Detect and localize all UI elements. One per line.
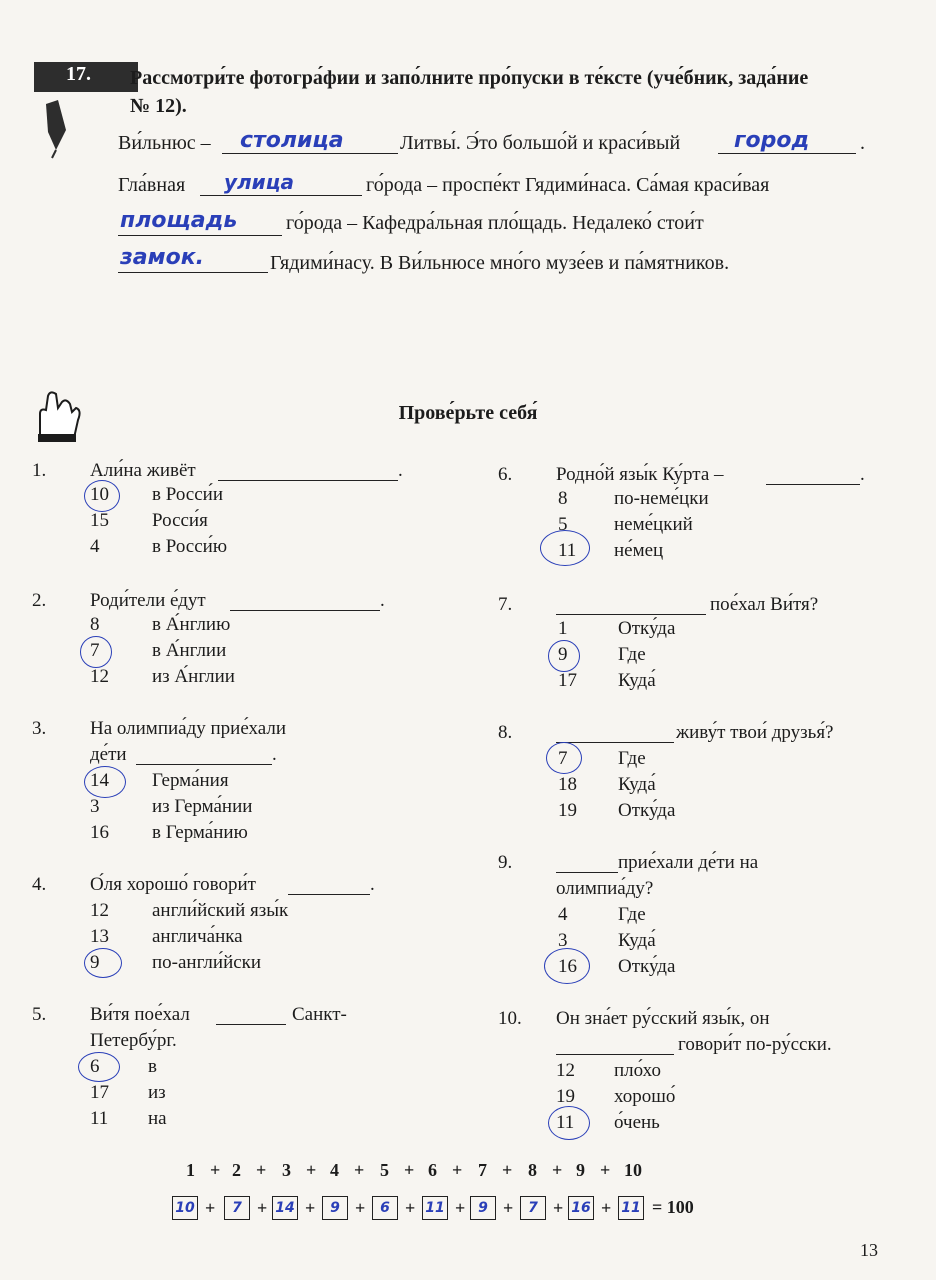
question-5-blank bbox=[216, 1024, 286, 1025]
question-8-text: живу́т твои́ друзья́? bbox=[676, 722, 834, 743]
question-3-text: На олимпиа́ду прие́хали bbox=[90, 718, 287, 739]
option-number: 11 bbox=[558, 540, 577, 561]
option-text: Отку́да bbox=[618, 800, 676, 821]
sum-label: 10 bbox=[624, 1160, 642, 1180]
option-text: Где bbox=[618, 904, 646, 925]
question-10-blank bbox=[556, 1054, 674, 1055]
question-7-blank bbox=[556, 614, 706, 615]
question-3-blank bbox=[136, 764, 272, 765]
option-number: 1 bbox=[558, 618, 568, 639]
answer-box bbox=[272, 1196, 298, 1220]
sum-label: 8 bbox=[528, 1160, 537, 1180]
option-text: Куда́ bbox=[618, 670, 656, 691]
text-line-1-post: Литвы́. Э́то большо́й и краси́вый bbox=[400, 132, 681, 154]
handwritten-answer-2: город bbox=[734, 128, 810, 153]
question-5-number: 5. bbox=[32, 1004, 47, 1025]
question-7-text: пое́хал Ви́тя? bbox=[710, 594, 819, 615]
question-3-after: . bbox=[272, 744, 277, 765]
option-number: 7 bbox=[90, 640, 100, 661]
question-6-after: . bbox=[860, 464, 865, 485]
plus-sign: + bbox=[601, 1198, 612, 1218]
question-6-number: 6. bbox=[498, 464, 513, 485]
answer-circle bbox=[80, 636, 112, 668]
sum-label: 2 bbox=[232, 1160, 241, 1180]
blank-2 bbox=[718, 153, 856, 154]
option-text: в А́нглию bbox=[152, 614, 231, 635]
option-number: 9 bbox=[90, 952, 100, 973]
option-number: 8 bbox=[558, 488, 568, 509]
option-text: Герма́ния bbox=[152, 770, 229, 791]
question-1-after: . bbox=[398, 460, 403, 481]
option-number: 12 bbox=[556, 1060, 575, 1081]
plus-sign: + bbox=[404, 1160, 415, 1180]
option-number: 16 bbox=[90, 822, 109, 843]
option-text: из bbox=[148, 1082, 166, 1103]
plus-sign: + bbox=[210, 1160, 221, 1180]
plus-sign: + bbox=[257, 1198, 268, 1218]
text-line-3-post: го́рода – Кафедра́льная пло́щадь. Недалеко́ стои́т bbox=[286, 212, 704, 234]
answer-circle bbox=[546, 742, 582, 774]
text-line-4-post: Гядими́насу. В Ви́льнюсе мно́го музе́ев и па́мятников. bbox=[270, 252, 730, 274]
answer-box bbox=[372, 1196, 398, 1220]
question-5-text-2: Петербу́рг. bbox=[90, 1030, 177, 1051]
question-2-text: Роди́тели е́дут bbox=[90, 590, 206, 611]
plus-sign: + bbox=[306, 1160, 317, 1180]
option-number: 17 bbox=[558, 670, 577, 691]
question-4-after: . bbox=[370, 874, 375, 895]
option-number: 12 bbox=[90, 900, 109, 921]
question-5-text-mid: Санкт- bbox=[292, 1004, 347, 1025]
option-text: Отку́да bbox=[618, 956, 676, 977]
sum-total: = 100 bbox=[652, 1197, 694, 1217]
question-10-text: Он зна́ет ру́сский язы́к, он bbox=[556, 1008, 770, 1029]
option-number: 3 bbox=[558, 930, 568, 951]
option-text: Где bbox=[618, 748, 646, 769]
option-number: 3 bbox=[90, 796, 100, 817]
option-number: 11 bbox=[90, 1108, 109, 1129]
answer-circle bbox=[84, 480, 120, 512]
answer-box-value: 7 bbox=[232, 1200, 242, 1216]
question-9-blank bbox=[556, 872, 618, 873]
option-text: по-англи́йски bbox=[152, 952, 262, 973]
plus-sign: + bbox=[553, 1198, 564, 1218]
sum-label: 5 bbox=[380, 1160, 389, 1180]
plus-sign: + bbox=[305, 1198, 316, 1218]
option-text: Куда́ bbox=[618, 930, 656, 951]
option-number: 5 bbox=[558, 514, 568, 535]
option-number: 14 bbox=[90, 770, 109, 791]
option-text: англи́йский язы́к bbox=[152, 900, 289, 921]
option-text: хорошо́ bbox=[614, 1086, 676, 1107]
sum-label: 6 bbox=[428, 1160, 437, 1180]
answer-box-value: 14 bbox=[275, 1200, 295, 1216]
option-text: по-неме́цки bbox=[614, 488, 709, 509]
question-4-blank bbox=[288, 894, 370, 895]
question-8-blank bbox=[556, 742, 674, 743]
option-number: 7 bbox=[558, 748, 568, 769]
option-number: 17 bbox=[90, 1082, 109, 1103]
plus-sign: + bbox=[256, 1160, 267, 1180]
task-number: 17. bbox=[66, 63, 91, 85]
handwritten-answer-3: улица bbox=[224, 170, 295, 194]
question-1-blank bbox=[218, 480, 398, 481]
question-9-text-2: олимпиа́ду? bbox=[556, 878, 654, 899]
option-text: в Герма́нию bbox=[152, 822, 248, 843]
answer-box bbox=[470, 1196, 496, 1220]
handwritten-answer-5: замок. bbox=[120, 245, 205, 270]
option-number: 19 bbox=[558, 800, 577, 821]
option-number: 11 bbox=[556, 1112, 575, 1133]
question-6-blank bbox=[766, 484, 860, 485]
text-line-1-end: . bbox=[860, 132, 865, 154]
option-text: о́чень bbox=[614, 1112, 660, 1133]
answer-box-value: 11 bbox=[621, 1200, 641, 1216]
answer-circle bbox=[84, 766, 126, 798]
answer-circle bbox=[540, 530, 590, 566]
answer-box bbox=[520, 1196, 546, 1220]
option-text: на bbox=[148, 1108, 167, 1129]
option-number: 19 bbox=[556, 1086, 575, 1107]
text-line-1-pre: Ви́льнюс – bbox=[118, 132, 211, 154]
page-number: 13 bbox=[860, 1240, 878, 1260]
answer-circle bbox=[548, 640, 580, 672]
blank-4 bbox=[118, 235, 282, 236]
handwritten-answer-4: площадь bbox=[120, 208, 238, 233]
plus-sign: + bbox=[600, 1160, 611, 1180]
option-text: не́мец bbox=[614, 540, 664, 561]
plus-sign: + bbox=[503, 1198, 514, 1218]
text-line-2-post: го́рода – проспе́кт Гядими́наса. Са́мая краси́вая bbox=[366, 174, 770, 196]
plus-sign: + bbox=[452, 1160, 463, 1180]
answer-box bbox=[422, 1196, 448, 1220]
question-9-number: 9. bbox=[498, 852, 513, 873]
answer-box-value: 9 bbox=[478, 1200, 488, 1216]
answer-box bbox=[568, 1196, 594, 1220]
option-text: в bbox=[148, 1056, 157, 1077]
answer-circle bbox=[544, 948, 590, 984]
option-text: англича́нка bbox=[152, 926, 243, 947]
plus-sign: + bbox=[405, 1198, 416, 1218]
option-text: Куда́ bbox=[618, 774, 656, 795]
handwritten-answer-1: столица bbox=[240, 128, 344, 153]
sum-label: 4 bbox=[330, 1160, 339, 1180]
option-number: 9 bbox=[558, 644, 568, 665]
option-text: пло́хо bbox=[614, 1060, 661, 1081]
answer-circle bbox=[78, 1052, 120, 1082]
answer-box-value: 6 bbox=[380, 1200, 390, 1216]
question-5-text: Ви́тя пое́хал bbox=[90, 1004, 190, 1025]
blank-1 bbox=[222, 153, 398, 154]
question-7-number: 7. bbox=[498, 594, 513, 615]
question-10-text-2: говори́т по-ру́сски. bbox=[678, 1034, 832, 1055]
option-number: 15 bbox=[90, 510, 109, 531]
question-2-after: . bbox=[380, 590, 385, 611]
answer-box-value: 16 bbox=[571, 1200, 591, 1216]
option-number: 4 bbox=[558, 904, 568, 925]
option-text: Росси́я bbox=[152, 510, 208, 531]
question-8-number: 8. bbox=[498, 722, 513, 743]
option-text: в Росси́и bbox=[152, 484, 223, 505]
plus-sign: + bbox=[455, 1198, 466, 1218]
question-4-text: О́ля хорошо́ говори́т bbox=[90, 874, 256, 895]
pen-icon bbox=[38, 100, 78, 160]
option-number: 18 bbox=[558, 774, 577, 795]
option-number: 12 bbox=[90, 666, 109, 687]
question-4-number: 4. bbox=[32, 874, 47, 895]
plus-sign: + bbox=[502, 1160, 513, 1180]
plus-sign: + bbox=[355, 1198, 366, 1218]
sum-label: 1 bbox=[186, 1160, 195, 1180]
option-text: из А́нглии bbox=[152, 666, 235, 687]
option-number: 16 bbox=[558, 956, 577, 977]
question-1-text: Али́на живёт bbox=[90, 460, 196, 481]
plus-sign: + bbox=[552, 1160, 563, 1180]
answer-box-value: 10 bbox=[175, 1200, 195, 1216]
sum-label: 3 bbox=[282, 1160, 291, 1180]
option-text: Отку́да bbox=[618, 618, 676, 639]
answer-box bbox=[224, 1196, 250, 1220]
answer-circle bbox=[84, 948, 122, 978]
answer-box bbox=[172, 1196, 198, 1220]
option-number: 4 bbox=[90, 536, 100, 557]
question-3-text-2: де́ти bbox=[90, 744, 127, 765]
question-10-number: 10. bbox=[498, 1008, 522, 1029]
question-6-text: Родно́й язы́к Ку́рта – bbox=[556, 464, 724, 485]
plus-sign: + bbox=[354, 1160, 365, 1180]
answer-box-value: 11 bbox=[425, 1200, 445, 1216]
question-2-number: 2. bbox=[32, 590, 47, 611]
option-text: неме́цкий bbox=[614, 514, 693, 535]
option-number: 13 bbox=[90, 926, 109, 947]
answer-box-value: 7 bbox=[528, 1200, 538, 1216]
option-text: из Герма́нии bbox=[152, 796, 253, 817]
check-yourself-title: Прове́рьте себя́ bbox=[398, 402, 538, 424]
task-instruction: Рассмотри́те фотогра́фии и запо́лните про́пуски в те́ксте (уче́бник, зада́ние № 12). bbox=[130, 67, 809, 117]
question-3-number: 3. bbox=[32, 718, 47, 739]
question-2-blank bbox=[230, 610, 380, 611]
option-text: в А́нглии bbox=[152, 640, 227, 661]
option-number: 8 bbox=[90, 614, 100, 635]
plus-sign: + bbox=[205, 1198, 216, 1218]
answer-box bbox=[618, 1196, 644, 1220]
question-1-number: 1. bbox=[32, 460, 47, 481]
text-line-2-pre: Гла́вная bbox=[118, 174, 186, 196]
sum-label: 9 bbox=[576, 1160, 585, 1180]
blank-5 bbox=[118, 272, 268, 273]
question-9-text: прие́хали де́ти на bbox=[618, 852, 759, 873]
answer-box bbox=[322, 1196, 348, 1220]
blank-3 bbox=[200, 195, 362, 196]
option-number: 6 bbox=[90, 1056, 100, 1077]
option-text: Где bbox=[618, 644, 646, 665]
answer-box-value: 9 bbox=[330, 1200, 340, 1216]
sum-label: 7 bbox=[478, 1160, 487, 1180]
option-text: в Росси́ю bbox=[152, 536, 228, 557]
option-number: 10 bbox=[90, 484, 109, 505]
answer-circle bbox=[548, 1106, 590, 1140]
